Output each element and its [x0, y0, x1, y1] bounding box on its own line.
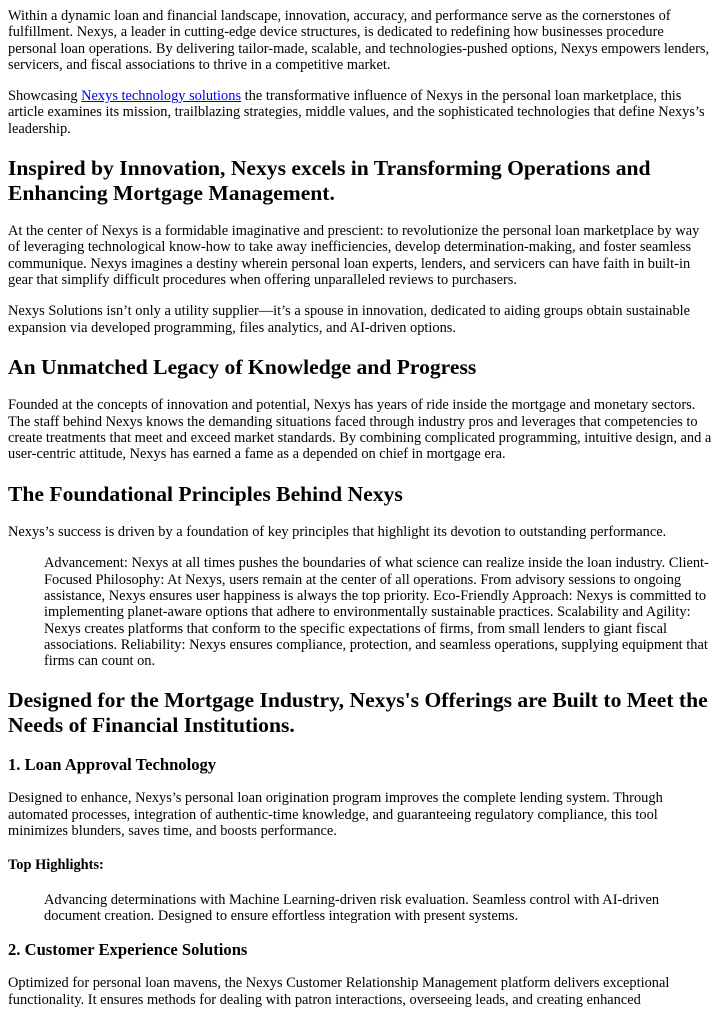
section-heading-legacy: An Unmatched Legacy of Knowledge and Progress — [8, 354, 477, 379]
section-paragraph: Designed to enhance, Nexys’s personal loan origination program improves the complete lending system. Through automated processes, integration of authentic-time knowledge, and guaranteeing regulatory compliance, this tool minimizes blunders, saves time, and boosts performance. — [8, 790, 663, 840]
highlights-blockquote: Advancing determinations with Machine Learning-driven risk evaluation. Seamless control with AI-driven document creation. Designed to ensure effortless integration with present systems. — [44, 891, 660, 924]
nexys-technology-link[interactable]: Nexys technology solutions — [81, 88, 242, 105]
intro-paragraph: Within a dynamic loan and financial landscape, innovation, accuracy, and performance serve as the cornerstones of fulfillment. Nexys, a leader in cutting-edge device structures, is dedicated to redefining how businesses procedure personal loan operations. By delivering tailor-made, scalable, and technologies-pushed options, Nexys empowers lenders, servicers, and fiscal associations to thrive in a competitive market. — [8, 8, 710, 73]
subsection-heading-loan-approval: 1. Loan Approval Technology — [8, 755, 217, 775]
section-paragraph: Founded at the concepts of innovation and potential, Nexys has years of ride inside the mortgage and monetary sectors. The staff behind Nexys knows the demanding situations faced through industry pros and leverages that competencies to create treatments that meet and exceed market standards. By combining complicated programming, intuitive design, and a user-centric attitude, Nexys has earned a fame as a depended on chief in mortgage era. — [8, 397, 712, 463]
intro-text-after-link: the transformative influence of Nexys in the personal loan marketplace, this article examines its mission, trailblazing strategies, middle values, and the sophisticated technologies that define Nexys’s leadership. — [8, 88, 705, 137]
section-paragraph: At the center of Nexys is a formidable imaginative and prescient: to revolutionize the personal loan marketplace by way of leveraging technological know-how to take away inefficiencies, develop determination-making, and foster seamless communique. Nexys imagines a destiny wherein personal loan experts, lenders, and servicers can have faith in built-in gear that simplify difficult procedures when offering unparalleled reviews to purchasers. — [8, 223, 700, 288]
section-paragraph: Nexys’s success is driven by a foundation of key principles that highlight its devotion to outstanding performance. — [8, 524, 667, 541]
principles-blockquote: Advancement: Nexys at all times pushes the boundaries of what science can realize inside the loan industry. Client-Focused Philosophy: At Nexys, users remain at the center of all operations. From advisory sessions to ongoing assistance, Nexys ensures user happiness is always the top priority. Eco-Friendly Approach: Nexys is committed to implementing planet-aware options that adhere to environmentally sustainable practices. Scalability and Agility: Nexys creates platforms that conform to the specific expectations of firms, from small lenders to giant fiscal associations. Reliability: Nexys ensures compliance, protection, and seamless operations, supplying equipment that firms can count on. — [44, 555, 709, 670]
intro-text-before-link: Showcasing — [8, 88, 82, 105]
intro-paragraph-with-link — [8, 88, 712, 137]
section-paragraph: Optimized for personal loan mavens, the Nexys Customer Relationship Management platform delivers exceptional functionality. It ensures methods for dealing with patron interactions, overseeing leads, and creating enhanced — [8, 975, 670, 1008]
section-paragraph: Nexys Solutions isn’t only a utility supplier—it’s a spouse in innovation, dedicated to aiding groups obtain sustainable expansion via developed programming, files analytics, and AI-driven options. — [8, 303, 691, 336]
highlights-heading: Top Highlights: — [8, 857, 104, 874]
section-heading-innovation: Inspired by Innovation, Nexys excels in Transforming Operations and Enhancing Mortgage Management. — [8, 156, 651, 205]
section-heading-principles: The Foundational Principles Behind Nexys — [8, 481, 403, 506]
section-heading-offerings: Designed for the Mortgage Industry, Nexys's Offerings are Built to Meet the Needs of Financial Institutions. — [8, 688, 708, 737]
subsection-heading-customer-experience: 2. Customer Experience Solutions — [8, 940, 248, 960]
